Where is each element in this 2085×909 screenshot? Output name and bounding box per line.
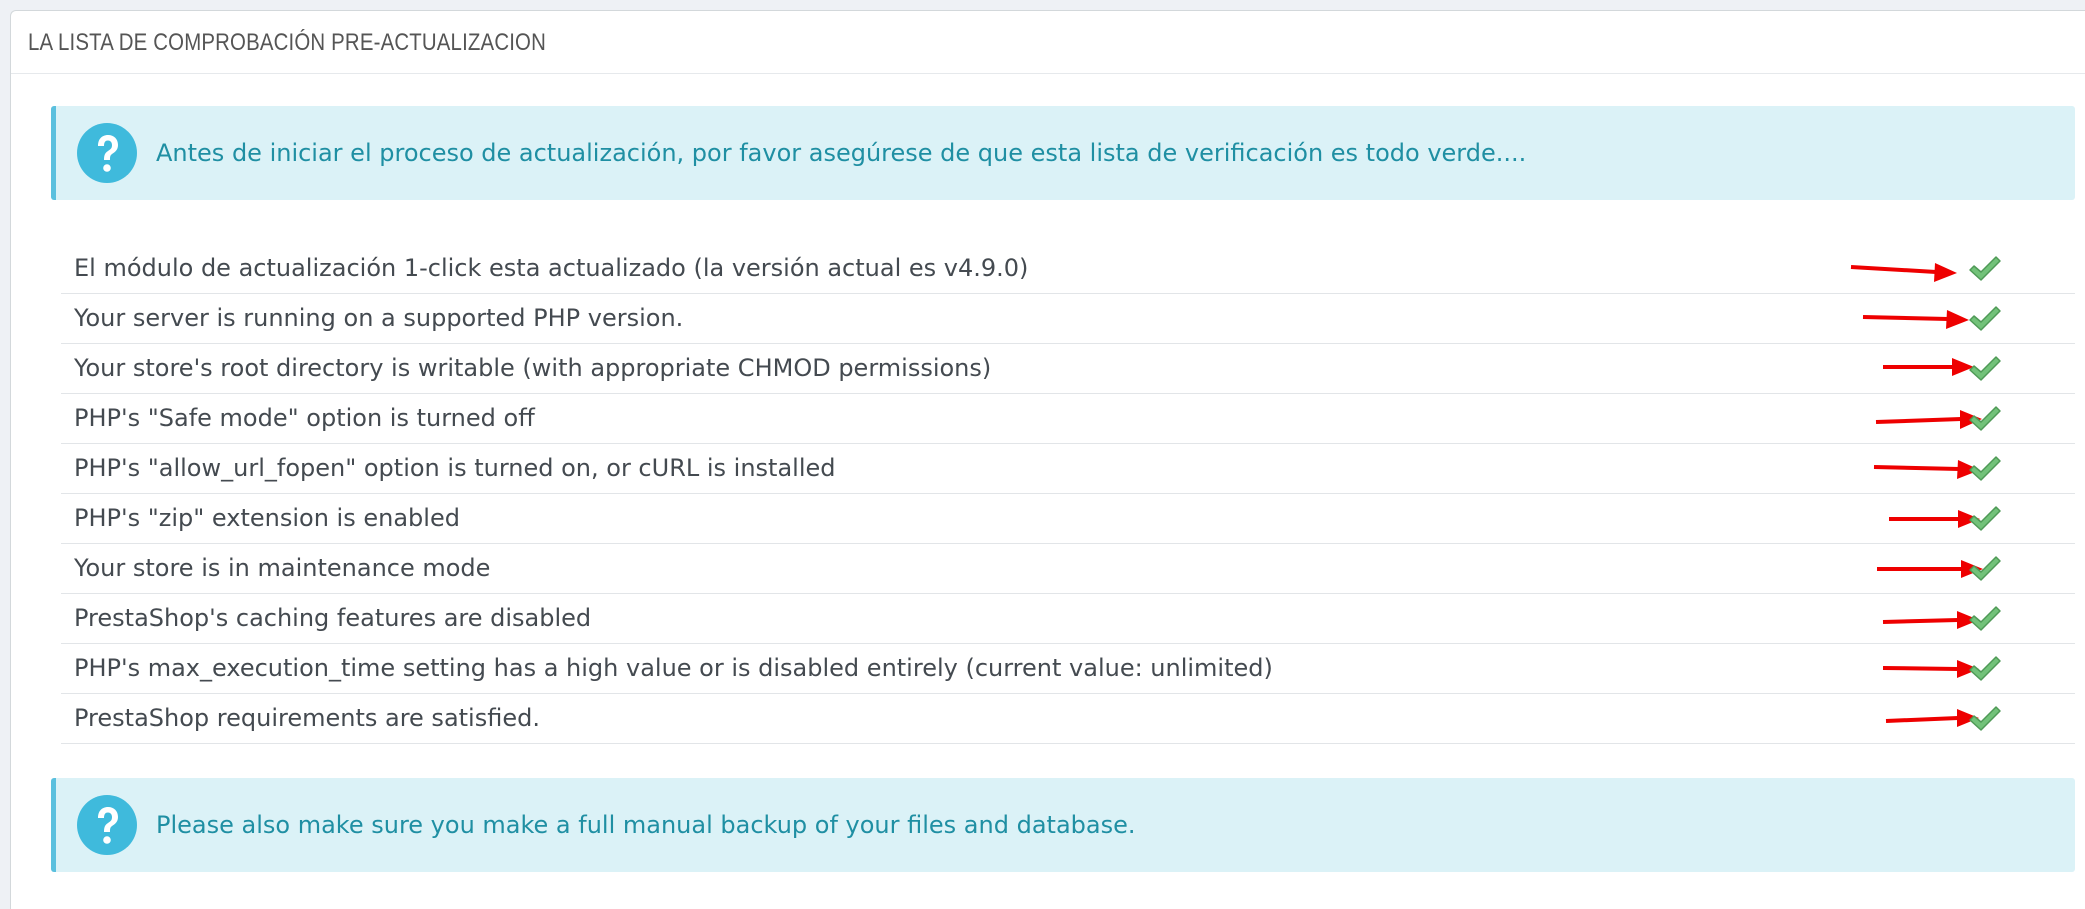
red-arrow-annotation — [1863, 303, 1973, 333]
check-icon — [1968, 555, 2002, 583]
checklist-row — [61, 694, 2075, 744]
alert-message: Please also make sure you make a full manual backup of your files and database. — [156, 811, 1136, 839]
check-icon — [1968, 405, 2002, 433]
checklist-row — [61, 544, 2075, 594]
panel-heading — [11, 11, 2085, 74]
question-circle-icon — [77, 795, 137, 855]
check-icon — [1968, 655, 2002, 683]
checklist-row — [61, 494, 2075, 544]
checklist-item-label: PHP's "zip" extension is enabled — [74, 504, 460, 532]
checklist-item-label: El módulo de actualización 1-click esta actualizado (la versión actual es v4.9.0) — [74, 254, 1029, 282]
checklist-row — [61, 344, 2075, 394]
upgrade-checklist-panel — [10, 10, 2085, 909]
check-icon — [1968, 605, 2002, 633]
checklist-item-label: Your store's root directory is writable (with appropriate CHMOD permissions) — [74, 354, 992, 382]
checklist-row — [61, 394, 2075, 444]
checklist-item-label: PHP's "Safe mode" option is turned off — [74, 404, 535, 432]
question-circle-icon — [77, 123, 137, 183]
info-alert-backup — [51, 778, 2075, 872]
checklist-row — [61, 594, 2075, 644]
checklist-row — [61, 444, 2075, 494]
red-arrow-annotation — [1851, 253, 1961, 283]
checklist-item-label: PHP's "allow_url_fopen" option is turned on, or cURL is installed — [74, 454, 836, 482]
check-icon — [1968, 455, 2002, 483]
checklist-item-label: PrestaShop requirements are satisfied. — [74, 704, 540, 732]
info-alert-checklist — [51, 106, 2075, 200]
check-icon — [1968, 505, 2002, 533]
check-icon — [1968, 305, 2002, 333]
checklist-row — [61, 294, 2075, 344]
checklist-row — [61, 244, 2075, 294]
alert-message: Antes de iniciar el proceso de actualización, por favor asegúrese de que esta lista de verificación es todo verde.... — [156, 139, 1527, 167]
checklist-item-label: Your store is in maintenance mode — [74, 554, 491, 582]
check-icon — [1968, 355, 2002, 383]
panel-title: LA LISTA DE COMPROBACIÓN PRE-ACTUALIZACION — [28, 29, 547, 56]
checklist-row — [61, 644, 2075, 694]
checklist-item-label: PrestaShop's caching features are disabled — [74, 604, 592, 632]
checklist-item-label: Your server is running on a supported PHP version. — [74, 304, 684, 332]
check-icon — [1968, 255, 2002, 283]
check-icon — [1968, 705, 2002, 733]
checklist-item-label: PHP's max_execution_time setting has a high value or is disabled entirely (current value: unlimited) — [74, 654, 1273, 682]
checklist-table — [61, 244, 2075, 744]
